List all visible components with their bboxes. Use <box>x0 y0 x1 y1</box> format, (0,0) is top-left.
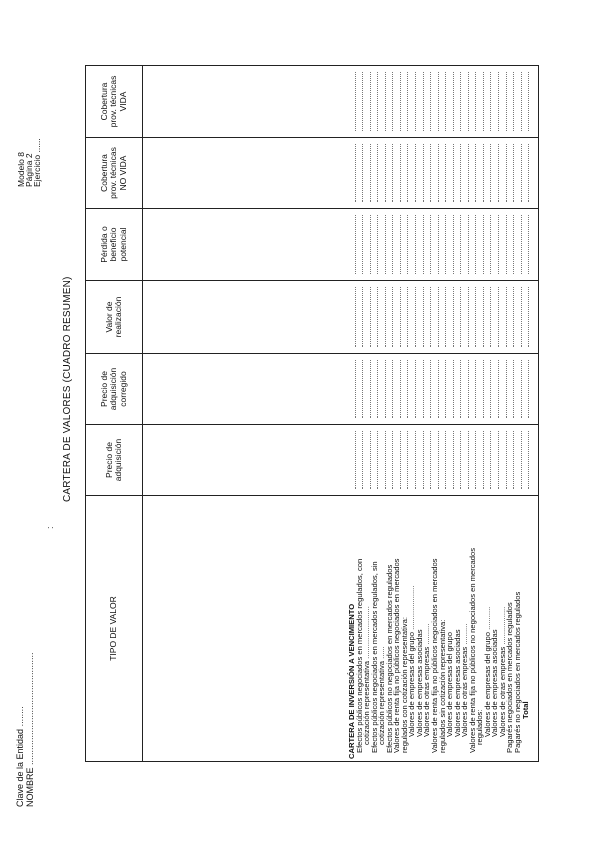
fill-in-guide <box>445 431 446 489</box>
fill-in-guide <box>430 431 431 489</box>
fill-in-guide <box>506 287 507 347</box>
fill-in-guide <box>475 431 476 489</box>
fill-in-guide <box>370 144 371 202</box>
fill-in-guide <box>423 431 424 489</box>
fill-in-guide <box>415 287 416 347</box>
fill-in-guide <box>400 144 401 202</box>
fill-in-guide <box>362 72 363 131</box>
table-border-left <box>85 761 539 762</box>
fill-in-guide <box>445 215 446 274</box>
entity-code-line <box>15 706 25 807</box>
fill-in-guide <box>528 360 529 418</box>
table-row-label: Pagarés no negociados en mercados regulados <box>513 591 523 753</box>
fill-in-guide <box>423 360 424 418</box>
fill-in-guide <box>407 72 408 131</box>
column-header-perdida-beneficio: Pérdida o beneficio potencial <box>98 226 128 263</box>
fill-in-guide <box>498 144 499 202</box>
fill-in-guide <box>498 215 499 274</box>
fill-in-guide <box>407 287 408 347</box>
entity-name-label: NOMBRE <box>25 767 35 807</box>
entity-name-dots: ............................................. <box>25 652 35 765</box>
fill-in-guide <box>460 431 461 489</box>
fill-in-guide <box>506 144 507 202</box>
fill-in-guide <box>415 215 416 274</box>
fill-in-guide <box>521 287 522 347</box>
entity-code-label: Clave de la Entidad <box>15 728 25 807</box>
model-number: Modelo 8 <box>16 152 26 187</box>
fill-in-guide <box>370 360 371 418</box>
fill-in-guide <box>392 215 393 274</box>
fill-in-guide <box>377 144 378 202</box>
fill-in-guide <box>490 72 491 131</box>
table-row-label: Valores de otras empresas .......... <box>460 623 470 737</box>
fill-in-guide <box>438 360 439 418</box>
table-row-label: Valores de renta fija no públicos negociados en mercados <box>430 558 440 753</box>
table-row-label: Valores de empresas asociadas <box>490 629 500 737</box>
column-divider-4 <box>85 280 539 281</box>
page-number: Página 2 <box>24 153 34 187</box>
fill-in-guide <box>430 360 431 418</box>
fill-in-guide <box>400 431 401 489</box>
fill-in-guide <box>355 72 356 131</box>
fill-in-guide <box>475 215 476 274</box>
fill-in-guide <box>468 431 469 489</box>
fill-in-guide <box>468 287 469 347</box>
fill-in-guide <box>475 72 476 131</box>
column-divider-3 <box>85 353 539 354</box>
fill-in-guide <box>415 72 416 131</box>
fill-in-guide <box>415 144 416 202</box>
column-divider-5 <box>85 208 539 209</box>
table-row-label: cotización representativa ......................... <box>362 606 372 745</box>
fill-in-guide <box>506 215 507 274</box>
fill-in-guide <box>370 215 371 274</box>
table-row-label: cotización representativa ...... <box>377 646 387 745</box>
fill-in-guide <box>460 215 461 274</box>
fill-in-guide <box>385 360 386 418</box>
fill-in-guide <box>460 360 461 418</box>
fill-in-guide <box>438 431 439 489</box>
fill-in-guide <box>445 72 446 131</box>
fill-in-guide <box>483 144 484 202</box>
entity-code-dots: ........ <box>15 706 25 727</box>
fill-in-guide <box>490 287 491 347</box>
fill-in-guide <box>528 144 529 202</box>
fill-in-guide <box>385 215 386 274</box>
fill-in-guide <box>506 360 507 418</box>
table-row-label: Valores de empresas asociadas <box>414 629 424 737</box>
fill-in-guide <box>438 72 439 131</box>
fill-in-guide <box>528 287 529 347</box>
table-row-label: Valores de otras empresas .......... <box>422 623 432 737</box>
fill-in-guide <box>438 144 439 202</box>
fill-in-guide <box>513 360 514 418</box>
table-row-label: Pagarés negociados en mercados regulados <box>505 602 515 753</box>
fill-in-guide <box>498 431 499 489</box>
fill-in-guide <box>490 431 491 489</box>
fill-in-guide <box>400 287 401 347</box>
fill-in-guide <box>445 360 446 418</box>
fill-in-guide <box>385 144 386 202</box>
fill-in-guide <box>407 431 408 489</box>
fill-in-guide <box>453 360 454 418</box>
fill-in-guide <box>385 287 386 347</box>
column-header-cobertura-no-vida: Cobertura prov. técnicas NO VIDA <box>98 147 128 199</box>
fill-in-guide <box>445 144 446 202</box>
fill-in-guide <box>415 360 416 418</box>
fill-in-guide <box>377 215 378 274</box>
fill-in-guide <box>506 431 507 489</box>
fill-in-guide <box>400 360 401 418</box>
fill-in-guide <box>430 287 431 347</box>
fill-in-guide <box>475 287 476 347</box>
fill-in-guide <box>400 72 401 131</box>
fill-in-guide <box>521 431 522 489</box>
fill-in-guide <box>400 215 401 274</box>
fill-in-guide <box>521 360 522 418</box>
column-header-valor-realizacion: Valor de realización <box>103 296 123 338</box>
fill-in-guide <box>370 72 371 131</box>
fill-in-guide <box>430 72 431 131</box>
fiscal-year-dots: ...... <box>32 138 42 153</box>
fill-in-guide <box>355 431 356 489</box>
row-label-list <box>348 497 529 759</box>
table-row-label: Valores de renta fija no públicos negociados en mercados <box>392 558 402 753</box>
fill-in-guide <box>521 144 522 202</box>
fill-in-guide <box>468 215 469 274</box>
fill-in-guide <box>415 431 416 489</box>
table-row-label: Valores de otras empresas .................. <box>497 606 507 737</box>
fill-in-guide <box>483 287 484 347</box>
fill-in-guide <box>438 287 439 347</box>
fill-in-guide <box>438 215 439 274</box>
column-header-tipo-de-valor: TIPO DE VALOR <box>108 596 119 661</box>
fill-in-guide <box>460 72 461 131</box>
page-title: CARTERA DE VALORES (CUADRO RESUMEN) <box>62 276 73 502</box>
fill-in-guide <box>483 72 484 131</box>
fill-in-guide <box>377 431 378 489</box>
fill-in-guide <box>528 215 529 274</box>
table-row-label: regulados: <box>475 709 485 745</box>
fill-in-guide <box>385 72 386 131</box>
fill-in-guide <box>377 72 378 131</box>
fill-in-guide <box>370 431 371 489</box>
column-divider-2 <box>85 424 539 425</box>
column-header-cobertura-vida: Cobertura prov. técnicas VIDA <box>98 75 128 128</box>
fill-in-guide <box>513 72 514 131</box>
fill-in-guide <box>385 431 386 489</box>
fill-in-guide <box>483 360 484 418</box>
fill-in-guide <box>528 72 529 131</box>
table-row-label: Efectos públicos negociados en mercados regulados, con <box>354 558 364 753</box>
fill-in-guide <box>513 215 514 274</box>
fill-in-guide <box>362 287 363 347</box>
table-row-label: Valores de renta fija no públicos no negociados en mercados <box>467 547 477 753</box>
fill-in-guide <box>355 360 356 418</box>
fill-in-guide <box>460 144 461 202</box>
fill-in-guide <box>407 215 408 274</box>
fill-in-guide <box>513 431 514 489</box>
fill-in-guide <box>460 287 461 347</box>
table-row-label: CARTERA DE INVERSIÓN A VENCIMIENTO <box>347 603 356 759</box>
header-colon-mark: : <box>45 526 55 529</box>
fill-in-guide <box>377 287 378 347</box>
fill-in-guide <box>513 144 514 202</box>
fill-in-guide <box>362 215 363 274</box>
column-header-precio-adquisicion: Precio de adquisición <box>103 438 123 482</box>
fill-in-guide <box>475 360 476 418</box>
table-row-label: Valores de empresas del grupo ........... <box>482 606 492 737</box>
fill-in-guide <box>490 144 491 202</box>
fill-in-guide <box>423 215 424 274</box>
fill-in-guide <box>430 144 431 202</box>
fill-in-guide <box>453 144 454 202</box>
fill-in-guide <box>423 287 424 347</box>
fill-in-guide <box>392 144 393 202</box>
column-header-precio-corregido: Precio de adquisición corregido <box>98 367 128 411</box>
fill-in-guide <box>430 215 431 274</box>
table-row-label: regulados con cotización representativa: <box>399 617 409 753</box>
table-row-label: Valores de empresas asociadas <box>452 629 462 737</box>
fill-in-guide <box>362 431 363 489</box>
fill-in-guide <box>498 360 499 418</box>
fill-in-guide <box>423 144 424 202</box>
fill-in-guide <box>370 287 371 347</box>
fill-in-guide <box>407 144 408 202</box>
fill-in-guide <box>407 360 408 418</box>
table-row-label: Efectos públicos no negociados en mercados regulados <box>384 564 394 753</box>
fill-in-guide <box>468 72 469 131</box>
column-divider-6 <box>85 137 539 138</box>
table-header-separator <box>142 65 143 762</box>
fill-in-guide <box>521 72 522 131</box>
fill-in-guide <box>362 360 363 418</box>
fill-in-guide <box>392 72 393 131</box>
table-row-label: Valores de empresas del grupo <box>445 632 455 737</box>
fill-in-guide <box>362 144 363 202</box>
fill-in-guide <box>423 72 424 131</box>
fill-in-guide <box>483 431 484 489</box>
fill-in-guide <box>506 72 507 131</box>
fill-in-guide <box>453 72 454 131</box>
fill-in-guide <box>392 287 393 347</box>
fill-in-guide <box>453 431 454 489</box>
fill-in-guide <box>392 360 393 418</box>
table-row-label: Valores de empresas del grupo ..................... <box>407 585 417 737</box>
fill-in-guide <box>355 287 356 347</box>
fill-in-guide <box>453 215 454 274</box>
fill-in-guide <box>528 431 529 489</box>
fill-in-guide <box>445 287 446 347</box>
table-row-label: Total <box>520 701 530 719</box>
fill-in-guide <box>377 360 378 418</box>
fiscal-year-label: Ejercicio <box>32 154 42 187</box>
table-row-label: Efectos públicos negociados en mercados regulados, sin <box>369 561 379 753</box>
entity-name-line <box>25 652 35 807</box>
column-divider-1 <box>85 495 539 496</box>
fill-in-guide <box>392 431 393 489</box>
table-row-label: regulados sin cotización representativa: <box>437 619 447 753</box>
fill-in-guide <box>355 215 356 274</box>
fill-in-guide <box>468 360 469 418</box>
fill-in-guide <box>475 144 476 202</box>
table-border-bottom <box>538 65 539 762</box>
fiscal-year-line <box>33 138 42 187</box>
fill-in-guide <box>483 215 484 274</box>
fill-in-guide <box>453 287 454 347</box>
fill-in-guide <box>498 72 499 131</box>
fill-in-guide <box>490 215 491 274</box>
fill-in-guide <box>513 287 514 347</box>
fill-in-guide <box>498 287 499 347</box>
fill-in-guide <box>355 144 356 202</box>
fill-in-guide <box>490 360 491 418</box>
fill-in-guide <box>468 144 469 202</box>
fill-in-guide <box>521 215 522 274</box>
table-border-right <box>85 65 539 66</box>
